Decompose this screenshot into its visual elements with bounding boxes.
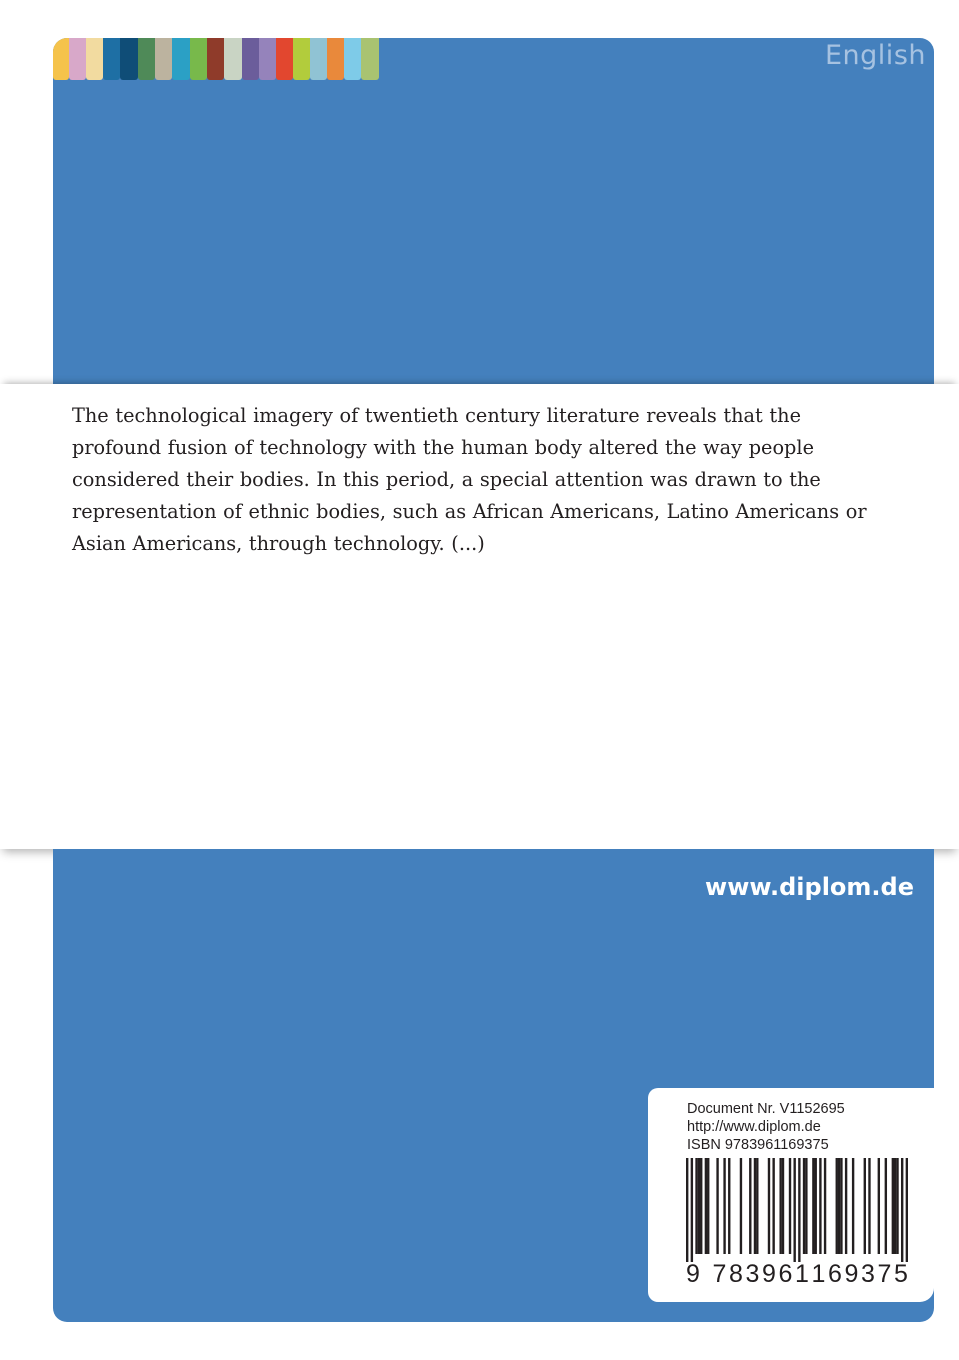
barcode-bar	[896, 1158, 898, 1254]
barcode-bar	[824, 1158, 826, 1254]
barcode-digit: 7	[712, 1260, 727, 1288]
barcode-bar	[700, 1158, 702, 1254]
barcode-digit: 3	[745, 1260, 760, 1288]
barcode-bar	[840, 1158, 842, 1254]
color-tab	[172, 38, 190, 80]
publisher-website[interactable]: www.diplom.de	[705, 873, 914, 901]
barcode-digit: 6	[778, 1260, 793, 1288]
color-tab	[361, 38, 379, 80]
barcode-icon	[686, 1158, 908, 1262]
color-tab	[53, 38, 69, 80]
barcode-bar	[707, 1158, 709, 1254]
barcode-bar	[789, 1158, 791, 1254]
barcode-bar	[836, 1158, 838, 1254]
barcode-bar	[749, 1158, 751, 1254]
barcode-bar	[868, 1158, 870, 1254]
barcode-digits	[686, 1260, 908, 1289]
barcode-bar	[782, 1158, 784, 1254]
color-tab	[86, 38, 103, 80]
book-description: The technological imagery of twentieth century literature reveals that the profound fusion of technology with the human body altered the way people considered their bodies. In this period, a special attention was drawn to the representation of ethnic bodies, such as African Americans, Latino Americans or Asian Americans, through technology. (...)	[72, 404, 867, 555]
barcode-bar	[798, 1158, 800, 1262]
color-tab	[120, 38, 138, 80]
barcode-digit: 7	[877, 1260, 892, 1288]
barcode-bar	[885, 1158, 887, 1254]
barcode-bar	[728, 1158, 730, 1254]
color-tab	[190, 38, 207, 80]
isbn-number: ISBN 9783961169375	[687, 1137, 829, 1153]
color-tab	[344, 38, 361, 80]
barcode-bar	[845, 1158, 847, 1254]
color-tab	[293, 38, 310, 80]
publisher-url[interactable]: http://www.diplom.de	[687, 1119, 821, 1135]
barcode-bar	[803, 1158, 805, 1254]
barcode-bar	[852, 1158, 854, 1254]
barcode-digit: 9	[762, 1260, 776, 1288]
barcode-digit: 6	[828, 1260, 842, 1288]
color-tab	[242, 38, 259, 80]
barcode-bar	[805, 1158, 807, 1254]
color-tab	[207, 38, 224, 80]
barcode-bar	[705, 1158, 707, 1254]
barcode-bar	[812, 1158, 814, 1254]
color-tab	[224, 38, 242, 80]
barcode-bar	[815, 1158, 817, 1254]
barcode-bar	[698, 1158, 700, 1254]
document-number: Document Nr. V1152695	[687, 1101, 845, 1117]
barcode-bar	[754, 1158, 756, 1254]
barcode-digit: 1	[795, 1260, 809, 1288]
barcode-bar	[772, 1158, 774, 1254]
barcode-digit: 3	[861, 1260, 875, 1288]
barcode-digit: 9	[686, 1260, 700, 1288]
barcode-bar	[768, 1158, 770, 1254]
barcode-bar	[864, 1158, 866, 1254]
bottom-color-panel	[53, 849, 934, 1322]
barcode-bar	[906, 1158, 908, 1262]
barcode-bar	[779, 1158, 781, 1254]
barcode-bar	[793, 1158, 795, 1262]
color-tab	[138, 38, 155, 80]
barcode-bar	[819, 1158, 821, 1254]
isbn-box	[648, 1088, 934, 1302]
barcode-digit: 8	[729, 1260, 743, 1288]
barcode-bar	[695, 1158, 697, 1254]
color-tab	[327, 38, 344, 80]
color-tab	[103, 38, 120, 80]
color-tab	[259, 38, 276, 80]
barcode-bar	[894, 1158, 896, 1254]
barcode-bar	[892, 1158, 894, 1254]
barcode-bar	[691, 1158, 693, 1262]
barcode-bar	[901, 1158, 903, 1262]
color-tab	[155, 38, 172, 80]
barcode-bar	[878, 1158, 880, 1254]
barcode-digit: 9	[844, 1260, 859, 1288]
barcode-bar	[686, 1158, 688, 1262]
top-color-panel	[53, 38, 934, 384]
color-tab	[310, 38, 327, 80]
barcode-bar	[740, 1158, 742, 1254]
language-label: English	[825, 40, 926, 71]
barcode-bar	[723, 1158, 725, 1254]
barcode-bar	[716, 1158, 718, 1254]
barcode-bar	[838, 1158, 840, 1254]
barcode-digit: 5	[894, 1260, 908, 1288]
color-tabs	[53, 38, 379, 80]
barcode-bar	[756, 1158, 758, 1254]
color-tab	[276, 38, 293, 80]
barcode-digit: 1	[811, 1260, 826, 1288]
color-tab	[69, 38, 86, 80]
